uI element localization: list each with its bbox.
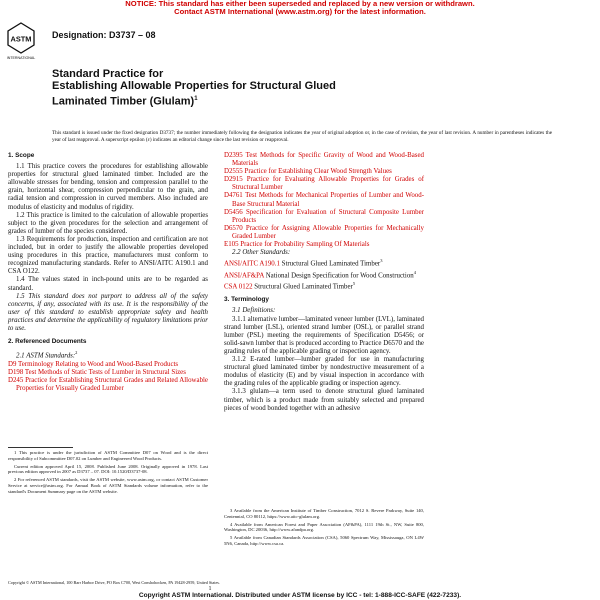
- footnote: Current edition approved April 15, 2008. Published June 2008. Originally approved in 1978. Last previous edition approved in 2007 as D3737 – 07. DOI: 10.1520/D3737-08.: [8, 463, 208, 475]
- ref-title[interactable]: Specification for Evaluation of Structural Composite Lumber Products: [232, 208, 424, 224]
- ref-title[interactable]: Practice for Establishing Structural Grades and Related Allowable Properties for Visually Graded Lumber: [16, 376, 208, 392]
- ref-link[interactable]: D2915: [224, 176, 243, 184]
- other-ref-link[interactable]: ANSI/AITC A190.1: [224, 260, 280, 268]
- intro-paragraph: This standard is issued under the fixed designation D3737; the number immediately following the designation indicates the year of original adoption or, in the case of revision, the year of last revision. A number in parentheses indicates the year of last reapproval. A superscript epsilon (ε) indicates an editorial change since the last revision or reapproval.: [52, 130, 552, 143]
- document-title: [52, 68, 512, 108]
- footnote: 5 Available from Canadian Standards Association (CSA), 5060 Spectrum Way, Mississauga, ON L4W 5N6, Canada, http://www.csa.ca.: [224, 535, 424, 546]
- ref-item: [224, 176, 424, 192]
- ref-title[interactable]: Practice for Probability Sampling Of Materials: [240, 241, 370, 249]
- designation: Designation: D3737 – 08: [52, 30, 156, 40]
- footnote-mark: 5: [352, 281, 356, 286]
- withdrawn-notice: [0, 0, 600, 17]
- footnote-mark: 3: [380, 258, 383, 264]
- other-ref-title: Structural Glued Laminated Timber: [254, 283, 353, 291]
- title-line-1: Standard Practice for: [52, 68, 164, 80]
- astm-standards-footnote-mark: 2: [75, 350, 78, 356]
- ref-title[interactable]: Test Methods for Mechanical Properties of Lumber and Wood-Base Structural Material: [232, 192, 424, 208]
- section-3-1-1: 3.1.1 alternative lumber—laminated veneer lumber (LVL), laminated strand lumber (LSL), oriented strand lumber (OSL), or parallel strand lumber (PSL) meeting the requirements of Specification D5456; or solid-sawn lumber that is produced according to Practice D6570 and the grading rules of the applicable grading or inspection agency.: [224, 315, 424, 355]
- footnote: 3 Available from the American Institute of Timber Construction, 7012 S. Revere Parkway, Suite 140, Centennial, CO 80112, https://www.aitc-glulam.org.: [224, 508, 424, 519]
- ref-link[interactable]: D5456: [224, 208, 243, 216]
- ref-link[interactable]: E105: [224, 241, 239, 249]
- ref-title[interactable]: Test Methods for Specific Gravity of Wood and Wood-Based Materials: [232, 152, 424, 168]
- ref-link[interactable]: D2395: [224, 152, 243, 159]
- other-ref-item: [224, 280, 424, 291]
- ref-title[interactable]: Practice for Assigning Allowable Properties for Mechanically Graded Lumber: [232, 224, 424, 240]
- referenced-docs-heading: 2. Referenced Documents: [8, 338, 87, 346]
- footnotes-right: [224, 508, 424, 549]
- ref-item: [224, 192, 424, 208]
- ref-item: [8, 368, 208, 377]
- footnote: 4 Available from American Forest and Paper Association (AF&PA), 1111 19th St., NW, Suite 800, Washington, DC 20036, http://www.afandpa.org.: [224, 521, 424, 533]
- definitions-label: 3.1 Definitions:: [232, 307, 276, 315]
- ref-link[interactable]: D6570: [224, 224, 243, 232]
- title-line-2: Establishing Allowable Properties for Structural Glued: [52, 80, 336, 93]
- footnote: 2 For referenced ASTM standards, visit the ASTM website, www.astm.org, or contact ASTM Customer Service at service@astm.org. For Annual Book of ASTM Standards volume information, refer to the standard's Document Summary page on the ASTM website.: [8, 477, 208, 494]
- footnote-divider: [8, 447, 73, 448]
- ref-link[interactable]: D4761: [224, 192, 243, 200]
- ref-title[interactable]: Terminology Relating to Wood and Wood-Based Products: [18, 360, 179, 368]
- footnote: 1 This practice is under the jurisdiction of ASTM Committee D07 on Wood and is the direct responsibility of Subcommittee D07.02 on Lumber and Engineered Wood Products.: [8, 450, 208, 461]
- terminology-heading: 3. Terminology: [224, 296, 269, 304]
- footnote-mark: 4: [413, 269, 416, 275]
- ref-item: [224, 241, 424, 249]
- footnotes-left: [8, 450, 208, 497]
- section-1-3: 1.3 Requirements for production, inspection and certification are not included, but in order to justify the allowable properties developed using procedures in this practice, manufacturers must conform to recognized manufacturing standards. Refer to ANSI/AITC A190.1 and CSA O122.: [8, 235, 208, 276]
- astm-standards-label: 2.1 ASTM Standards:: [16, 352, 76, 360]
- ref-link[interactable]: D198: [8, 368, 24, 376]
- other-standards-label: 2.2 Other Standards:: [232, 249, 291, 257]
- other-ref-link[interactable]: ANSI/AF&PA: [224, 271, 264, 279]
- other-ref-item: [224, 269, 424, 280]
- ref-title[interactable]: Practice for Evaluating Allowable Properties for Grades of Structural Lumber: [232, 176, 424, 192]
- distribution-notice: Copyright ASTM International. Distributed under ASTM license by ICC - tel: 1-888-ICC-SAFE (422-7233).: [138, 592, 462, 599]
- page-number: 1: [208, 586, 212, 592]
- scope-heading: 1. Scope: [8, 152, 35, 159]
- other-ref-item: [224, 257, 424, 268]
- ref-item: [8, 376, 208, 393]
- other-ref-title: National Design Specification for Wood Construction: [265, 271, 414, 279]
- ref-item: [8, 360, 208, 369]
- ref-item: [224, 152, 424, 168]
- astm-logo-icon: [6, 22, 36, 62]
- section-1-1: 1.1 This practice covers the procedures for establishing allowable properties for structural glued laminated timber. Included are the allowable stresses for bending, tension and compression parallel to the grain, horizontal shear, compression perpendicular to the grain, and radial tension and compression in curved members. Also included are modulus of elasticity and modulus of rigidity.: [8, 163, 208, 211]
- ref-item: [224, 224, 424, 241]
- section-1-4: 1.4 The values stated in inch-pound units are to be regarded as standard.: [8, 276, 208, 292]
- section-1-2: 1.2 This practice is limited to the calculation of allowable properties subject to the given procedures for the selection and arrangement of grades of lumber of the species considered.: [8, 211, 208, 235]
- copyright-line: Copyright © ASTM International, 100 Barr Harbor Drive, PO Box C700, West Conshohocken, PA 19428-2959, United States.: [8, 580, 220, 585]
- logo-word: ASTM: [10, 34, 32, 44]
- ref-item: [224, 208, 424, 225]
- other-ref-link[interactable]: CSA 0122: [224, 283, 253, 291]
- ref-item: [224, 168, 424, 176]
- notice-line-2: Contact ASTM International (www.astm.org) for the latest information.: [174, 7, 426, 17]
- ref-link[interactable]: D2555: [224, 168, 243, 176]
- astm-logo: [6, 22, 36, 62]
- right-column: [224, 152, 424, 413]
- section-3-1-3: 3.1.3 glulam—a term used to denote structural glued laminated timber, which is a product made from suitably selected and prepared pieces of wood bonded together with an adhesive: [224, 388, 424, 412]
- title-line-3: Laminated Timber (Glulam): [52, 95, 195, 108]
- title-footnote-mark: 1: [194, 95, 198, 102]
- logo-subtitle: INTERNATIONAL: [6, 56, 36, 60]
- ref-title[interactable]: Test Methods of Static Tests of Lumber in Structural Sizes: [24, 368, 186, 376]
- ref-link[interactable]: D9: [8, 360, 17, 368]
- section-3-1-2: 3.1.2 E-rated lumber—lumber graded for use in manufacturing structural glued laminated timber by nondestructive measurement of a modulus of elasticity (E) and by visual inspection in accordance with the grading rules of the applicable grading or inspection agency.: [224, 356, 424, 388]
- ref-link[interactable]: D245: [8, 376, 24, 384]
- left-column: [8, 152, 208, 393]
- other-ref-title: Structural Glued Laminated Timber: [281, 260, 381, 268]
- notice-line-1: NOTICE: This standard has either been superseded and replaced by a new version or withdrawn.: [125, 0, 475, 8]
- ref-title[interactable]: Practice for Establishing Clear Wood Strength Values: [244, 168, 392, 176]
- section-1-5: 1.5 This standard does not purport to address all of the safety concerns, if any, associated with its use. It is the responsibility of the user of this standard to establish appropriate safety and health practices and determine the applicability of regulatory limitations prior to use.: [8, 292, 208, 332]
